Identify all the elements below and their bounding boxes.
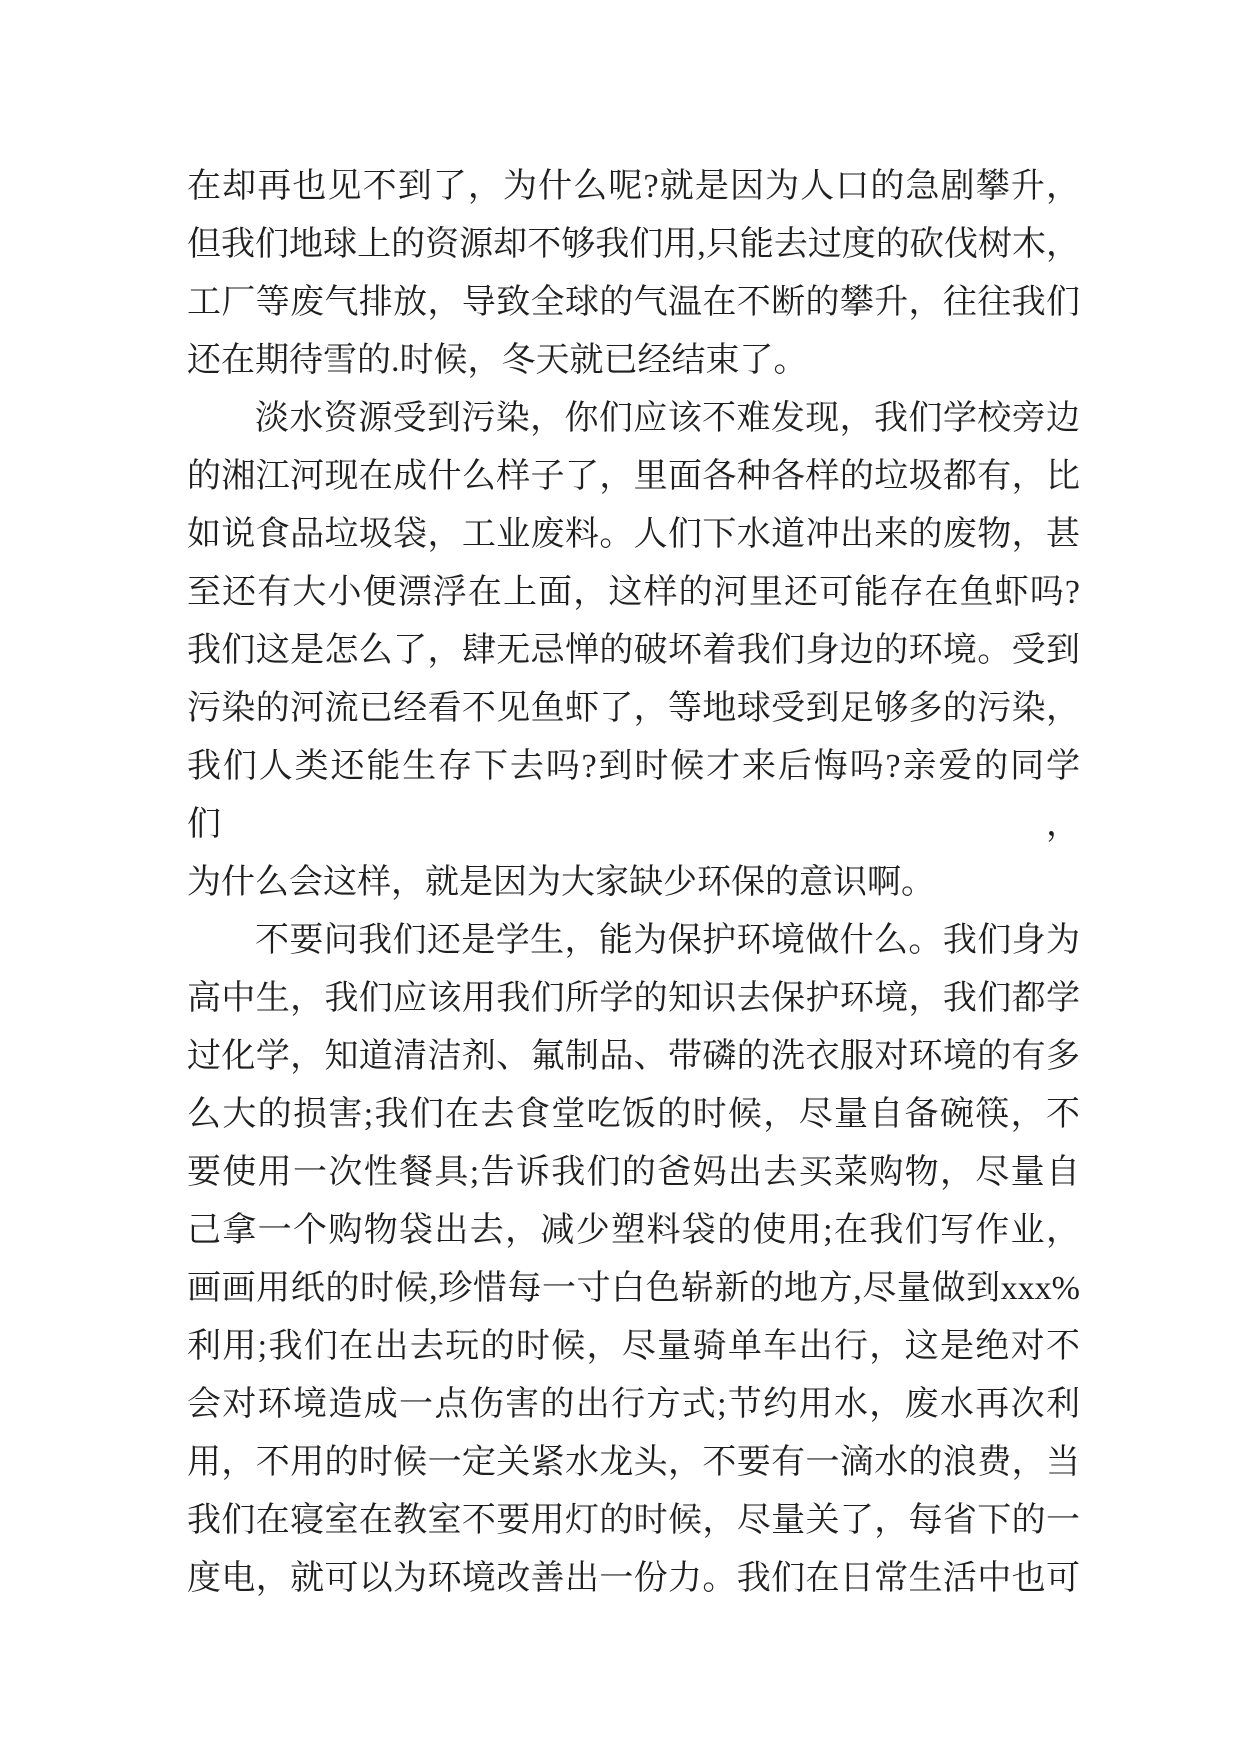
text-line: 我们在寝室在教室不要用灯的时候，尽量关了，每省下的一 — [187, 1502, 1080, 1539]
text-line: 用，不用的时候一定关紧水龙头，不要有一滴水的浪费，当 — [187, 1444, 1080, 1481]
text-line: 己拿一个购物袋出去，减少塑料袋的使用;在我们写作业， — [187, 1212, 1080, 1249]
text-line: 还在期待雪的.时候，冬天就已经结束了。 — [187, 342, 808, 379]
text-line: 不要问我们还是学生，能为保护环境做什么。我们身为 — [255, 922, 1080, 959]
text-line: 至还有大小便漂浮在上面，这样的河里还可能存在鱼虾吗? — [187, 574, 1080, 611]
text-line: 要使用一次性餐具;告诉我们的爸妈出去买菜购物，尽量自 — [187, 1154, 1080, 1191]
text-line: 淡水资源受到污染，你们应该不难发现，我们学校旁边 — [255, 400, 1080, 437]
text-line: 如说食品垃圾袋，工业废料。人们下水道冲出来的废物，甚 — [187, 516, 1080, 553]
text-line: 我们这是怎么了，肆无忌惮的破坏着我们身边的环境。受到 — [187, 632, 1080, 669]
text-line: 在却再也见不到了，为什么呢?就是因为人口的急剧攀升， — [187, 168, 1080, 205]
text-line: 么大的损害;我们在去食堂吃饭的时候，尽量自备碗筷，不 — [187, 1096, 1080, 1133]
text-line: 工厂等废气排放，导致全球的气温在不断的攀升，往往我们 — [187, 284, 1080, 321]
text-line: 但我们地球上的资源却不够我们用,只能去过度的砍伐树木， — [187, 226, 1080, 263]
text-line: 过化学，知道清洁剂、氟制品、带磷的洗衣服对环境的有多 — [187, 1038, 1080, 1075]
text-line: 的湘江河现在成什么样子了，里面各种各样的垃圾都有，比 — [187, 458, 1080, 495]
text-line: 高中生，我们应该用我们所学的知识去保护环境，我们都学 — [187, 980, 1080, 1017]
text-line: 度电，就可以为环境改善出一份力。我们在日常生活中也可 — [187, 1560, 1080, 1597]
text-line: 会对环境造成一点伤害的出行方式;节约用水，废水再次利 — [187, 1386, 1080, 1423]
text-line: 利用;我们在出去玩的时候，尽量骑单车出行，这是绝对不 — [187, 1328, 1080, 1365]
document-text-column — [187, 158, 1080, 1608]
text-line: 我们人类还能生存下去吗?到时候才来后悔吗?亲爱的同学们， — [187, 748, 1080, 843]
text-line: 画画用纸的时候,珍惜每一寸白色崭新的地方,尽量做到xxx% — [187, 1270, 1080, 1307]
text-line: 为什么会这样，就是因为大家缺少环保的意识啊。 — [187, 864, 935, 901]
text-line: 污染的河流已经看不见鱼虾了，等地球受到足够多的污染， — [187, 690, 1080, 727]
